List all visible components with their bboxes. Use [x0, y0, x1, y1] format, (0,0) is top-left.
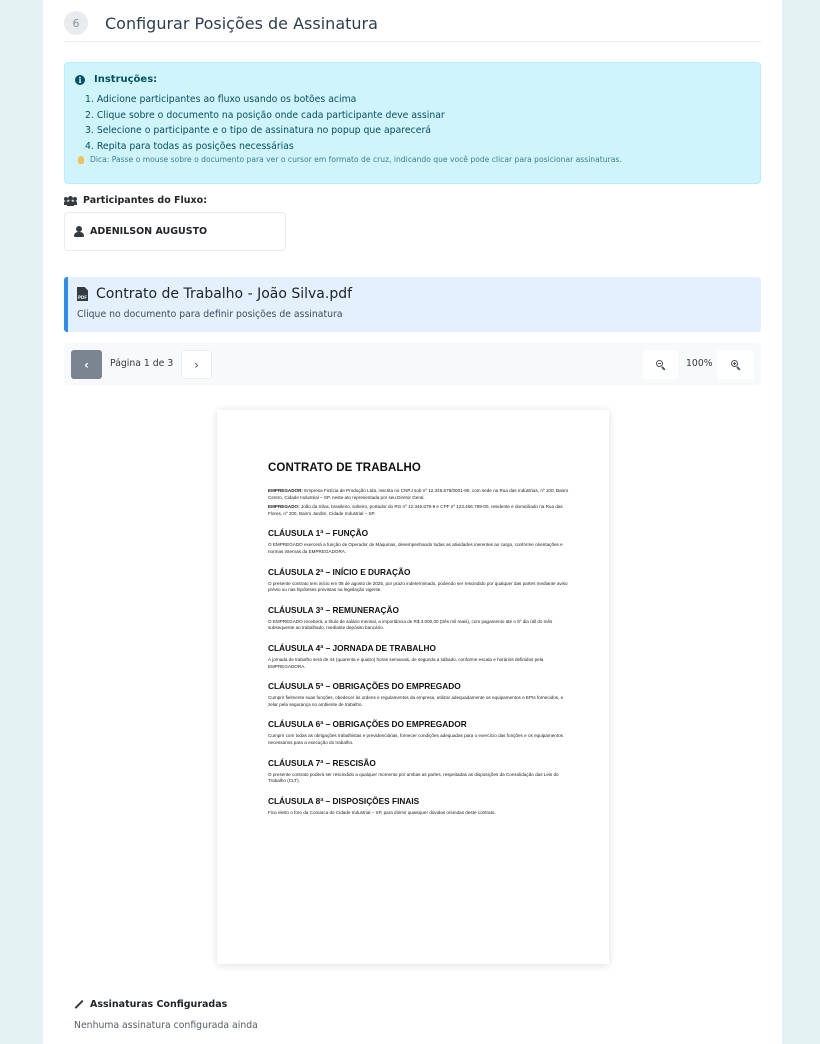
pdf-clause	[268, 719, 569, 746]
pdf-clause-text: Fica eleito o foro da Comarca de Cidade Industrial – SP, para dirimir quaisquer dúvidas oriundas deste contrato.	[268, 809, 496, 815]
pdf-party-employer	[268, 488, 569, 501]
tip-text: Dica: Passe o mouse sobre o documento para ver o cursor em formato de cruz, indicando que você pode clicar para posicionar assinaturas.	[90, 155, 622, 164]
file-pdf-icon	[77, 287, 88, 301]
step-header	[64, 5, 761, 42]
pdf-party-text: Empresa Fictícia de Produção Ltda, inscrita no CNPJ sob nº 12.345.678/0001-90, com sede na Rua das Indústrias, nº 100, Bairro Centro, Cidade Industrial – SP, neste ato representada por seu Diretor Geral.	[268, 488, 569, 500]
pdf-title: CONTRATO DE TRABALHO	[268, 462, 421, 474]
instructions-title: Instruções:	[94, 74, 158, 85]
tip	[75, 155, 760, 164]
zoom-out-button[interactable]	[643, 350, 678, 379]
prev-page-button[interactable]	[71, 350, 102, 379]
pdf-clause-heading: CLÁUSULA 1ª – FUNÇÃO	[268, 528, 369, 539]
chevron-left-icon: ‹	[84, 357, 89, 372]
step-title: Configurar Posições de Assinatura	[105, 13, 378, 33]
users-icon	[64, 196, 77, 206]
pdf-clause	[268, 758, 569, 785]
pdf-clause	[268, 567, 569, 594]
instructions-alert	[64, 62, 761, 184]
document-title: Contrato de Trabalho - João Silva.pdf	[96, 286, 353, 302]
instructions-list	[75, 92, 760, 154]
pdf-clause-text: O presente contrato poderá ser rescindido a qualquer momento por ambas as partes, respeitadas as disposições da Consolidação das Leis do Trabalho (CLT).	[268, 771, 559, 784]
instructions-header	[75, 74, 760, 85]
pdf-page-canvas[interactable]	[217, 410, 609, 964]
pdf-clause-text: O EMPREGADO receberá, a título de salário mensal, a importância de R$ 3.000,00 (três mil reais), com pagamento até o 5º dia útil do mês subsequente ao trabalhado, mediante depósito bancário.	[268, 618, 553, 631]
participant-name: ADENILSON AUGUSTO	[90, 226, 208, 237]
pdf-party-label: EMPREGADO:	[268, 504, 300, 510]
pdf-clause	[268, 643, 569, 670]
user-tie-icon	[74, 226, 84, 237]
participant-card[interactable]	[64, 212, 286, 251]
document-title-row	[77, 286, 761, 302]
pdf-clause-heading: CLÁUSULA 3ª – REMUNERAÇÃO	[268, 604, 399, 615]
participants-label-text: Participantes do Fluxo:	[83, 195, 208, 206]
pdf-party-text: João da Silva, brasileiro, solteiro, portador do RG nº 12.345.678-9 e CPF nº 123.456.789-00, residente e domiciliado na Rua das Flores, nº 200, Bairro Jardim, Cidade Industrial – SP.	[268, 504, 563, 516]
step-number-badge: 6	[64, 11, 88, 35]
pdf-clause-text: A jornada de trabalho será de 44 (quarenta e quatro) horas semanais, de segunda a sábado, conforme escala e horários definidos pela EMPREGADORA.	[268, 656, 544, 669]
lightbulb-icon	[78, 156, 84, 164]
signatures-header	[74, 999, 227, 1010]
instruction-item: 1. Adicione participantes ao fluxo usando os botões acima	[85, 94, 357, 105]
chevron-right-icon: ›	[194, 357, 199, 372]
pdf-clause-heading: CLÁUSULA 4ª – JORNADA DE TRABALHO	[268, 642, 436, 653]
pdf-clause	[268, 605, 569, 632]
zoom-in-button[interactable]	[717, 350, 754, 379]
pdf-clause-heading: CLÁUSULA 8ª – DISPOSIÇÕES FINAIS	[268, 795, 420, 806]
pdf-clause	[268, 681, 569, 708]
info-circle-icon: i	[75, 75, 85, 85]
instruction-item: 4. Repita para todas as posições necessárias	[85, 140, 294, 152]
document-subtitle: Clique no documento para definir posições de assinatura	[77, 309, 343, 320]
pdf-party-label: EMPREGADOR:	[268, 488, 303, 493]
document-banner	[64, 277, 761, 332]
signature-pen-icon	[74, 1000, 84, 1010]
pdf-clause	[268, 528, 569, 555]
zoom-in-icon	[731, 360, 740, 369]
pdf-clause-text: O presente contrato tem início em 08 de agosto de 2025, por prazo indeterminado, podendo ser rescindido por qualquer das partes mediante aviso prévio ou nas hipóteses previstas na legislação vigente.	[268, 580, 568, 593]
pdf-toolbar	[64, 343, 761, 385]
participants-label	[64, 195, 207, 206]
pdf-party-employee	[268, 504, 569, 517]
pdf-clause	[268, 796, 569, 817]
pdf-clause-text: O EMPREGADO exercerá a função de Operador de Máquinas, desempenhando todas as atividades inerentes ao cargo, conforme orientações e normas internas da EMPREGADORA.	[268, 542, 563, 554]
pdf-clause-heading: CLÁUSULA 2ª – INÍCIO E DURAÇÃO	[268, 566, 411, 577]
instruction-item: 3. Selecione o participante e o tipo de assinatura no popup que aparecerá	[85, 125, 431, 136]
signatures-empty-state: Nenhuma assinatura configurada ainda	[74, 1020, 258, 1031]
page-indicator: Página 1 de 3	[110, 358, 174, 369]
instruction-item: 2. Clique sobre o documento na posição onde cada participante deve assinar	[85, 109, 445, 121]
pdf-clause-heading: CLÁUSULA 6ª – OBRIGAÇÕES DO EMPREGADOR	[268, 719, 467, 730]
zoom-out-icon	[656, 360, 665, 369]
pdf-clause-text: Cumprir com todas as obrigações trabalhistas e previdenciárias, fornecer condições adequadas para o exercício das funções e os equipamentos necessários para a execução do trabalho.	[268, 733, 563, 745]
zoom-level: 100%	[686, 358, 713, 369]
signatures-title: Assinaturas Configuradas	[90, 999, 228, 1010]
main-card	[43, 0, 782, 1044]
pdf-clause-heading: CLÁUSULA 5ª – OBRIGAÇÕES DO EMPREGADO	[268, 681, 461, 692]
pdf-clause-heading: CLÁUSULA 7ª – RESCISÃO	[268, 757, 376, 768]
pdf-clause-text: Cumprir fielmente suas funções, obedecer às ordens e regulamentos da empresa, utilizar adequadamente os equipamentos e EPIs fornecidos, e zelar pela segurança no ambiente de trabalho.	[268, 695, 564, 707]
next-page-button[interactable]	[181, 350, 212, 379]
